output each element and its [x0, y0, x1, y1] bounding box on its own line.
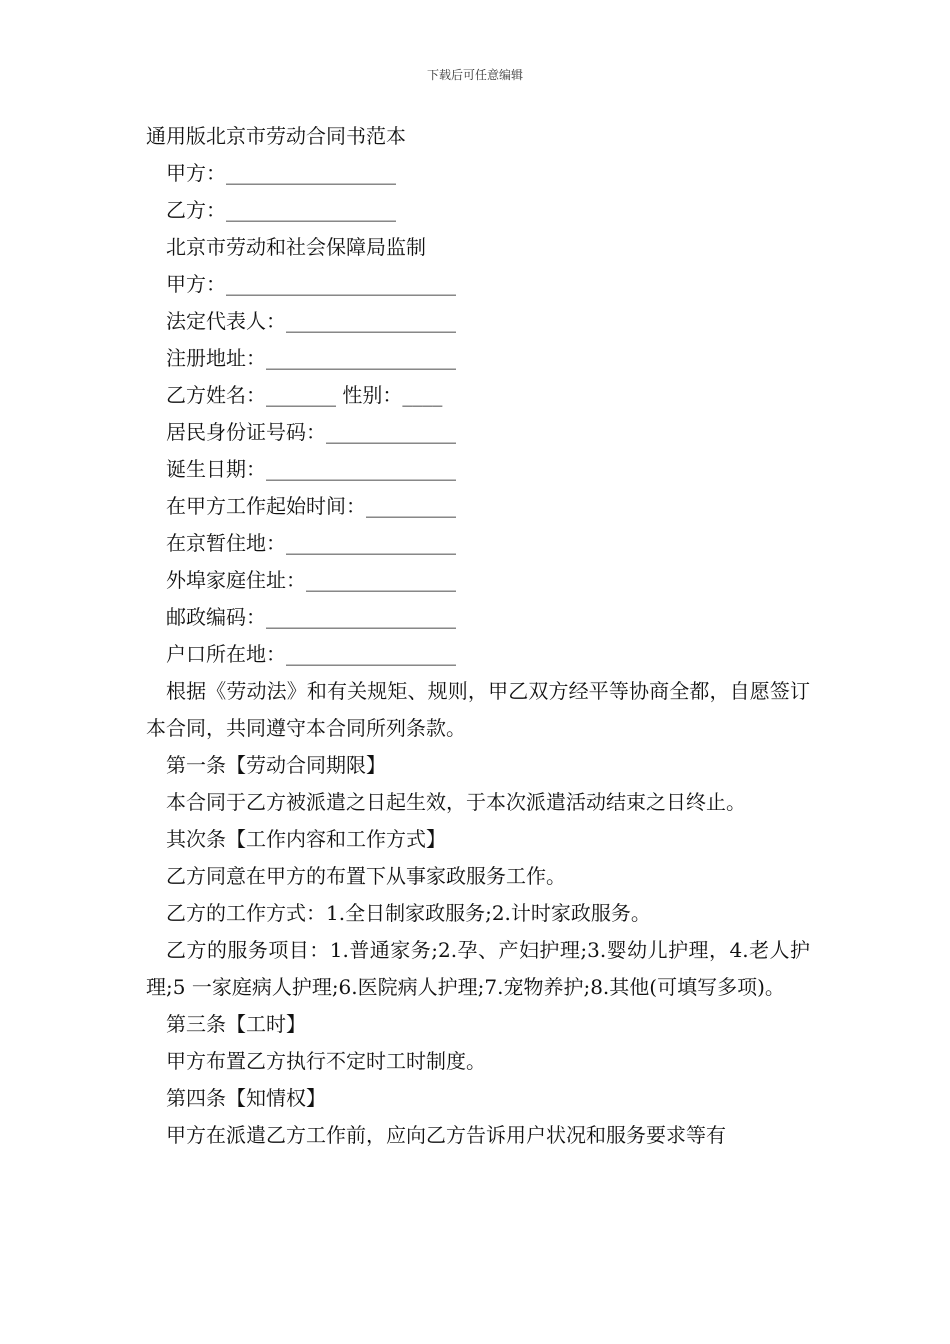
article-1-text: 本合同于乙方被派遣之日起生效，于本次派遣活动结束之日终止。: [166, 790, 746, 814]
article-2-text-3: 乙方的服务项目：1.普通家务;2.孕、产妇护理;3.婴幼儿护理，4.老人护理;5 一家庭病人护理;6.医院病人护理;7.宠物养护;8.其他(可填写多项)。: [146, 938, 810, 999]
article-2-text-1: 乙方同意在甲方的布置下从事家政服务工作。: [166, 864, 566, 888]
page-header-note: 下载后可任意编辑: [426, 68, 523, 82]
cover-party-a-field: 甲方：_________________: [166, 161, 396, 185]
legal-representative-field: 法定代表人：_________________: [166, 309, 456, 333]
document-title: 通用版北京市劳动合同书范本: [146, 124, 406, 148]
article-2-title: 其次条【工作内容和工作方式】: [166, 827, 446, 851]
id-number-field: 居民身份证号码：_____________: [166, 420, 456, 444]
supervisor-line: 北京市劳动和社会保障局监制: [166, 235, 426, 259]
preamble-paragraph: 根据《劳动法》和有关规矩、规则，甲乙双方经平等协商全都，自愿签订本合同，共同遵守本合同所列条款。: [146, 679, 810, 740]
hukou-field: 户口所在地：_________________: [166, 642, 456, 666]
home-address-field: 外埠家庭住址：_______________: [166, 568, 456, 592]
article-4-text: 甲方在派遣乙方工作前，应向乙方告诉用户状况和服务要求等有: [166, 1123, 726, 1147]
article-2-text-2: 乙方的工作方式：1.全日制家政服务;2.计时家政服务。: [166, 901, 651, 925]
article-1-title: 第一条【劳动合同期限】: [166, 753, 386, 777]
birth-date-field: 诞生日期：___________________: [166, 457, 456, 481]
article-3-text: 甲方布置乙方执行不定时工时制度。: [166, 1049, 486, 1073]
postcode-field: 邮政编码：___________________: [166, 605, 456, 629]
article-3-title: 第三条【工时】: [166, 1012, 306, 1036]
start-time-field: 在甲方工作起始时间：_________: [166, 494, 456, 518]
document-body: [146, 118, 810, 1154]
article-4-title: 第四条【知情权】: [166, 1086, 326, 1110]
cover-party-b-field: 乙方：_________________: [166, 198, 396, 222]
party-b-name-gender-field: 乙方姓名：_______ 性别：____: [166, 383, 443, 407]
registered-address-field: 注册地址：___________________: [166, 346, 456, 370]
party-a-field: 甲方：_______________________: [166, 272, 456, 296]
beijing-address-field: 在京暂住地：_________________: [166, 531, 456, 555]
